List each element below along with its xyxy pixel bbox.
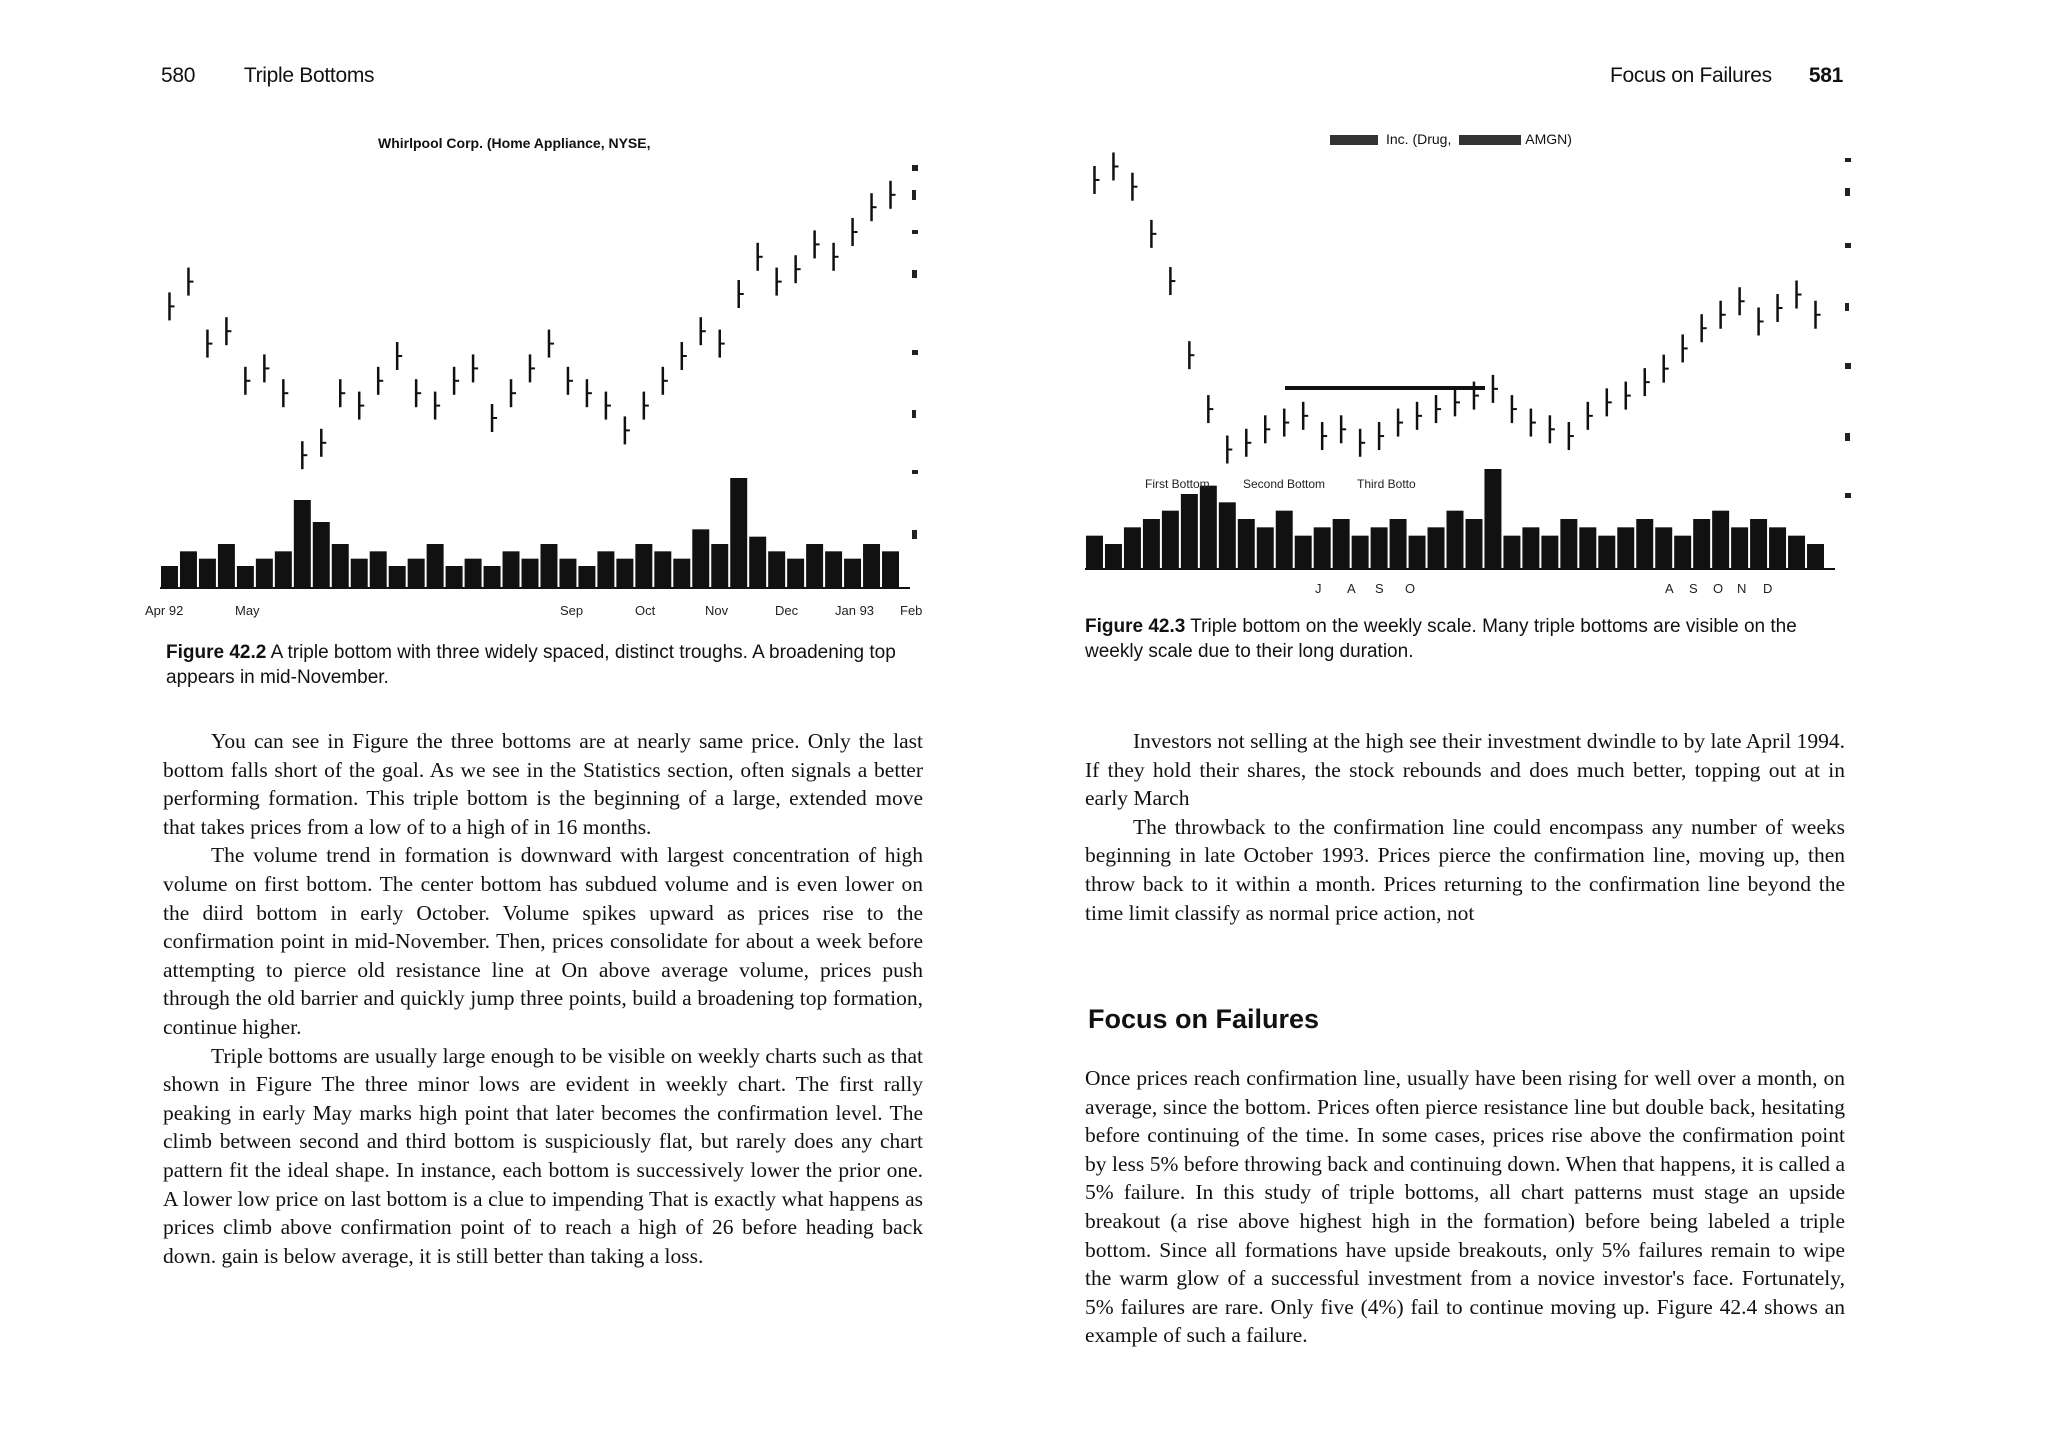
right-price-series <box>1094 152 1820 463</box>
volume-bar <box>578 566 595 588</box>
volume-bar <box>1200 486 1217 569</box>
right-running-head <box>1610 64 1843 88</box>
x-tick-O: O <box>1405 581 1416 596</box>
volume-bar <box>484 566 501 588</box>
volume-bar <box>1276 511 1293 569</box>
volume-bar <box>749 537 766 588</box>
right-page-number: 581 <box>1808 64 1844 87</box>
volume-bar <box>294 500 311 588</box>
volume-bar <box>427 544 444 588</box>
volume-bar <box>1788 536 1805 569</box>
volume-bar <box>1560 519 1577 569</box>
x-tick-S: S <box>1375 581 1384 596</box>
volume-bar <box>1807 544 1824 569</box>
x-tick-S2: S <box>1689 581 1698 596</box>
left-paragraph: Triple bottoms are usually large enough to be visible on weekly charts such as that shown in Figure The three minor lows are evident in weekly chart. The first rally peaking in early May marks high point that later becomes the confirmation level. The climb between second and third bottom is suspiciously flat, but rarely does any chart pattern fit the ideal shape. In instance, each bottom is successively lower the prior one. A lower low price on last bottom is a clue to impending That is exactly what happens as prices climb above confirmation point of to reach a high of 26 before heading back down. gain is below average, it is still better than taking a loss. <box>163 1043 923 1268</box>
section-body-text <box>1085 1064 1845 1350</box>
volume-bar <box>1712 511 1729 569</box>
volume-bar <box>1295 536 1312 569</box>
volume-bar <box>1750 519 1767 569</box>
volume-bar <box>1105 544 1122 569</box>
left-chart-title: Whirlpool Corp. (Home Appliance, NYSE, <box>378 135 651 151</box>
left-paragraph: You can see in Figure the three bottoms are at nearly same price. Only the last bottom falls short of the goal. As we see in the Statistics section, often signals a better performing formation. This triple bottom is the beginning of a large, extended move that takes prices from a low of to a high of in 16 months. <box>163 729 923 839</box>
volume-bar <box>1598 536 1615 569</box>
volume-bar <box>313 522 330 588</box>
volume-bar <box>654 551 671 588</box>
volume-bar <box>1522 527 1539 569</box>
volume-bar <box>1465 519 1482 569</box>
right-running-title: Focus on Failures <box>1610 64 1772 87</box>
volume-bar <box>1086 536 1103 569</box>
volume-bar <box>1257 527 1274 569</box>
volume-bar <box>616 559 633 588</box>
x-tick-label: Dec <box>775 603 799 618</box>
volume-bar <box>597 551 614 588</box>
left-running-title: Triple Bottoms <box>243 64 375 87</box>
x-tick-label: May <box>235 603 260 618</box>
volume-bar <box>768 551 785 588</box>
right-body-text <box>1085 727 1845 927</box>
right-y-axis-marks <box>1845 158 1851 498</box>
volume-bar <box>730 478 747 588</box>
x-tick-label: Nov <box>705 603 729 618</box>
x-tick-N2: N <box>1737 581 1747 596</box>
volume-bar <box>180 551 197 588</box>
right-figure-caption <box>1085 614 1855 664</box>
volume-bar <box>787 559 804 588</box>
volume-bar <box>408 559 425 588</box>
volume-bar <box>1447 511 1464 569</box>
volume-bar <box>199 559 216 588</box>
volume-bar <box>1238 519 1255 569</box>
volume-bar <box>1352 536 1369 569</box>
x-tick-A2: A <box>1665 581 1674 596</box>
left-running-head <box>161 64 374 88</box>
volume-bar <box>1314 527 1331 569</box>
left-paragraph: The volume trend in formation is downward with largest concentration of high volume on first bottom. The center bottom has subdued volume and is even lower on the diird bottom in early October. Volume spikes upward as prices rise to the confirmation point in mid-November. Then, prices consolidate for about a week before attempting to pierce old resistance line at On above average volume, prices push through the old barrier and quickly jump three points, build a broadening top formation, continue higher. <box>163 843 923 1039</box>
volume-bar <box>882 551 899 588</box>
x-tick-O2: O <box>1713 581 1724 596</box>
volume-bar <box>1390 519 1407 569</box>
volume-bar <box>1617 527 1634 569</box>
volume-bar <box>1731 527 1748 569</box>
right-paragraph: The throwback to the confirmation line could encompass any number of weeks beginning in late October 1993. Prices pierce the confirmation line, moving up, then throw back to it within a month. Prices returning to the confirmation line beyond the time limit classify as normal price action, not <box>1085 814 1845 925</box>
volume-bar <box>1333 519 1350 569</box>
right-caption-label: Figure 42.3 <box>1085 616 1186 637</box>
left-x-axis <box>145 603 922 618</box>
right-price-chart <box>1075 143 1865 603</box>
volume-bar <box>370 551 387 588</box>
volume-bar <box>844 559 861 588</box>
volume-bar <box>825 551 842 588</box>
volume-bar <box>1674 536 1691 569</box>
left-y-axis-marks <box>912 165 918 539</box>
x-tick-D2: D <box>1763 581 1773 596</box>
volume-bar <box>1541 536 1558 569</box>
volume-bar <box>256 559 273 588</box>
third-bottom-label: Third Botto <box>1357 477 1416 491</box>
right-paragraph: Investors not selling at the high see their investment dwindle to by late April 1994. If they hold their shares, the stock rebounds and does much better, topping out at in early March <box>1085 729 1845 811</box>
section-heading: Focus on Failures <box>1088 1004 1320 1034</box>
volume-bar <box>332 544 349 588</box>
volume-bar <box>711 544 728 588</box>
left-caption-text: A triple bottom with three widely spaced, distinct troughs. A broadening top appears in mid-November. <box>166 642 896 688</box>
left-figure-caption <box>166 640 926 690</box>
volume-bar <box>522 559 539 588</box>
first-bottom-label: First Bottom <box>1145 477 1210 491</box>
left-price-series <box>169 181 895 469</box>
section-paragraph: Once prices reach confirmation line, usually have been rising for well over a month, on average, since the bottom. Prices often pierce resistance line but double back, hesitating before continuing of the time. In some cases, prices rise above the confirmation point by less 5% before throwing back and continuing down. When that happens, it is called a 5% failure. In this study of triple bottoms, all chart patterns must stage an upside breakout (a rise above highest high in the formation) before being labeled a triple bottom. Since all formations have upside breakouts, only 5% failures remain to wipe the warm glow of a successful investment from a novice investor's face. Fortunately, 5% failures are rare. Only five (4%) fail to continue moving up. Figure 42.4 shows an example of such a failure. <box>1085 1066 1845 1348</box>
right-x-axis <box>1315 581 1772 596</box>
volume-bar <box>389 566 406 588</box>
volume-bar <box>1162 511 1179 569</box>
volume-bar <box>692 529 709 588</box>
left-volume-series <box>161 478 899 588</box>
right-chart-title: Inc. (Drug, AMGN) <box>1330 131 1572 147</box>
left-caption-label: Figure 42.2 <box>166 642 267 663</box>
left-body-text <box>163 727 923 1270</box>
x-tick-A: A <box>1347 581 1356 596</box>
volume-bar <box>1655 527 1672 569</box>
right-caption-text: Triple bottom on the weekly scale. Many triple bottoms are visible on the weekly scale due to their long duration. <box>1085 616 1797 662</box>
x-tick-label: Sep <box>560 603 584 618</box>
volume-bar <box>559 559 576 588</box>
x-tick-label: Apr 92 <box>145 603 184 618</box>
volume-bar <box>465 559 482 588</box>
volume-bar <box>446 566 463 588</box>
volume-bar <box>1484 469 1501 569</box>
volume-bar <box>1428 527 1445 569</box>
x-tick-label: Jan 93 <box>835 603 875 618</box>
volume-bar <box>1124 527 1141 569</box>
volume-bar <box>1636 519 1653 569</box>
volume-bar <box>218 544 235 588</box>
volume-bar <box>806 544 823 588</box>
volume-bar <box>1371 527 1388 569</box>
x-tick-label: Oct <box>635 603 656 618</box>
volume-bar <box>1769 527 1786 569</box>
x-tick-label: Feb <box>900 603 923 618</box>
x-tick-J: J <box>1315 581 1322 596</box>
volume-bar <box>1579 527 1596 569</box>
left-price-chart <box>140 150 940 625</box>
volume-bar <box>503 551 520 588</box>
volume-bar <box>161 566 178 588</box>
volume-bar <box>540 544 557 588</box>
volume-bar <box>351 559 368 588</box>
volume-bar <box>237 566 254 588</box>
volume-bar <box>673 559 690 588</box>
volume-bar <box>635 544 652 588</box>
volume-bar <box>863 544 880 588</box>
volume-bar <box>1693 519 1710 569</box>
volume-bar <box>1503 536 1520 569</box>
volume-bar <box>1409 536 1426 569</box>
volume-bar <box>275 551 292 588</box>
second-bottom-label: Second Bottom <box>1243 477 1326 491</box>
left-page-number: 580 <box>161 64 196 87</box>
volume-bar <box>1181 494 1198 569</box>
volume-bar <box>1143 519 1160 569</box>
volume-bar <box>1219 502 1236 569</box>
